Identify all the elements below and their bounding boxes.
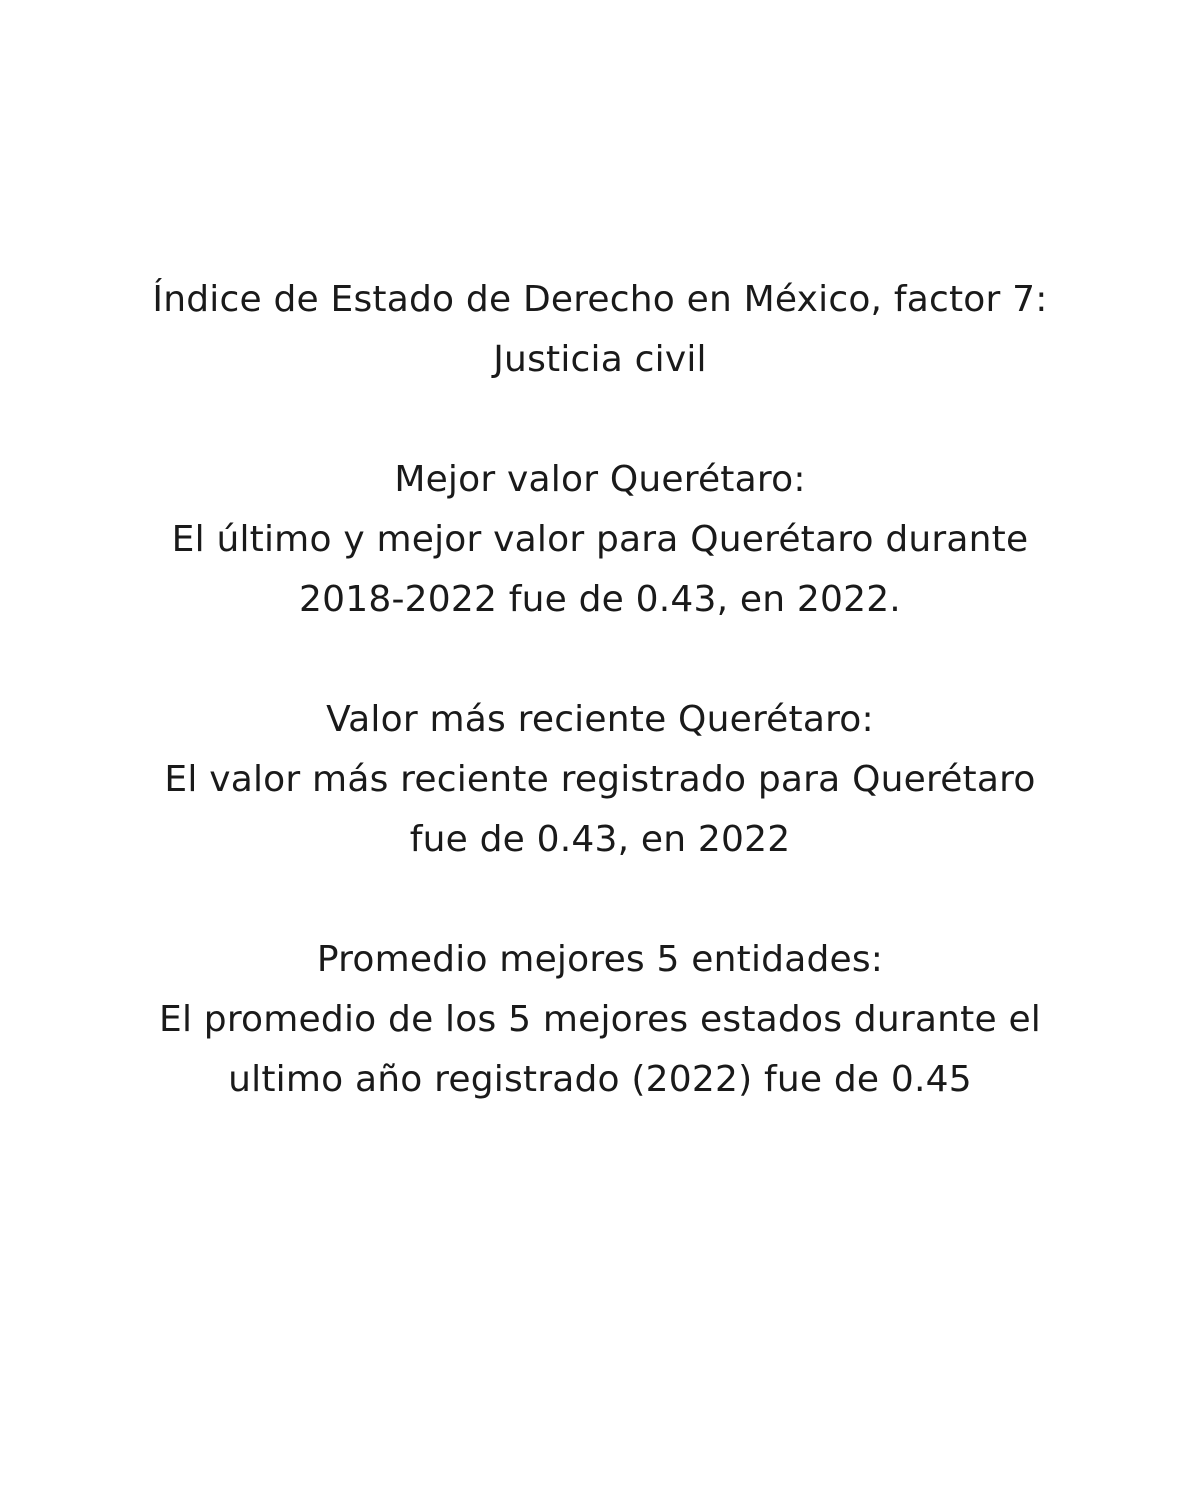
best-value-block bbox=[0, 450, 1200, 630]
title-block bbox=[0, 270, 1200, 390]
title-line-2: Justicia civil bbox=[493, 339, 707, 380]
best-value-heading: Mejor valor Querétaro: bbox=[394, 459, 806, 500]
top5-average-block bbox=[0, 930, 1200, 1110]
recent-value-line-2: fue de 0.43, en 2022 bbox=[409, 819, 791, 860]
top5-average-heading: Promedio mejores 5 entidades: bbox=[316, 939, 884, 980]
recent-value-line-1: El valor más reciente registrado para Querétaro bbox=[164, 759, 1036, 800]
best-value-line-1: El último y mejor valor para Querétaro durante bbox=[171, 519, 1029, 560]
title-line-1: Índice de Estado de Derecho en México, factor 7: bbox=[152, 279, 1048, 320]
top5-average-line-1: El promedio de los 5 mejores estados durante el bbox=[159, 999, 1041, 1040]
recent-value-block bbox=[0, 690, 1200, 870]
top5-average-line-2: ultimo año registrado (2022) fue de 0.45 bbox=[228, 1059, 972, 1100]
summary-text bbox=[0, 270, 1200, 1110]
recent-value-heading: Valor más reciente Querétaro: bbox=[326, 699, 874, 740]
best-value-line-2: 2018-2022 fue de 0.43, en 2022. bbox=[299, 579, 901, 620]
